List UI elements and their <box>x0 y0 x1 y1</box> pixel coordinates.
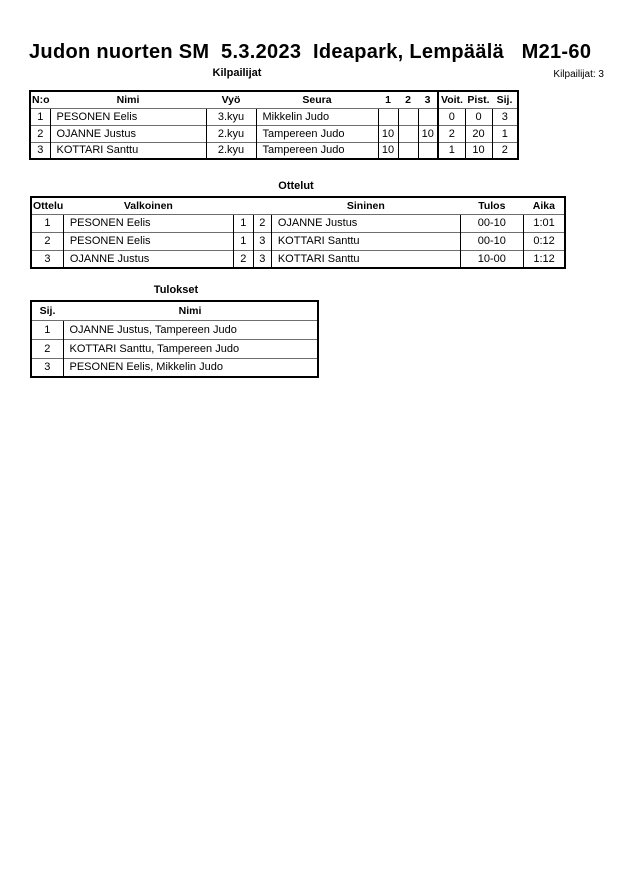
result-name-club: KOTTARI Santtu, Tampereen Judo <box>63 339 318 358</box>
result-place: 2 <box>31 339 63 358</box>
placement: 2 <box>492 142 518 159</box>
col-header-blue-no <box>253 197 271 214</box>
competitor-club: Mikkelin Judo <box>256 108 378 125</box>
blue-number: 2 <box>253 214 271 232</box>
col-header-no: N:o <box>32 93 50 106</box>
white-number: 1 <box>233 232 253 250</box>
wins: 2 <box>438 125 465 142</box>
page-title: Judon nuorten SM 5.3.2023 Ideapark, Lempäälä M21-60 <box>29 41 592 63</box>
points: 20 <box>465 125 492 142</box>
competitor-number: 2 <box>30 125 50 142</box>
round3-score: 10 <box>418 125 438 142</box>
blue-competitor: KOTTARI Santtu <box>271 232 460 250</box>
col-header-ottelu: Ottelu <box>33 199 64 212</box>
kilpailijat-section-title: Kilpailijat <box>212 67 262 79</box>
col-header-aika: Aika <box>532 199 555 212</box>
col-header-sij: Sij. <box>496 93 513 106</box>
white-competitor: PESONEN Eelis <box>63 214 233 232</box>
competitor-club: Tampereen Judo <box>256 125 378 142</box>
col-header-tulos: Tulos <box>478 199 506 212</box>
kilpailijat-header-row <box>30 91 518 108</box>
placement: 3 <box>492 108 518 125</box>
competitor-belt: 2.kyu <box>206 142 256 159</box>
match-number: 3 <box>31 250 63 268</box>
white-competitor: PESONEN Eelis <box>63 232 233 250</box>
ottelut-table <box>30 196 566 269</box>
round1-score: 10 <box>378 142 398 159</box>
points: 10 <box>465 142 492 159</box>
blue-competitor: KOTTARI Santtu <box>271 250 460 268</box>
match-row <box>31 232 565 250</box>
blue-competitor: OJANNE Justus <box>271 214 460 232</box>
tulokset-table <box>30 300 319 378</box>
col-header-nimi: Nimi <box>178 304 202 317</box>
competitors-count: Kilpailijat: 3 <box>553 69 604 80</box>
col-header-nimi: Nimi <box>116 93 140 106</box>
match-number: 2 <box>31 232 63 250</box>
col-header-sininen: Sininen <box>346 199 385 212</box>
competitor-belt: 2.kyu <box>206 125 256 142</box>
competitor-row <box>30 108 518 125</box>
round2-score <box>398 108 418 125</box>
white-number: 1 <box>233 214 253 232</box>
match-number: 1 <box>31 214 63 232</box>
round1-score <box>378 108 398 125</box>
ottelut-section-title: Ottelut <box>278 180 314 192</box>
competitor-name: PESONEN Eelis <box>50 108 206 125</box>
result-place: 1 <box>31 320 63 339</box>
wins: 0 <box>438 108 465 125</box>
tulokset-section-title: Tulokset <box>153 284 199 296</box>
col-header-round1: 1 <box>385 93 391 106</box>
wins: 1 <box>438 142 465 159</box>
col-header-white-no <box>233 197 253 214</box>
points: 0 <box>465 108 492 125</box>
round3-score <box>418 108 438 125</box>
match-result: 10-00 <box>460 250 523 268</box>
result-place: 3 <box>31 358 63 377</box>
tulokset-header-row <box>31 301 318 320</box>
col-header-sij: Sij. <box>39 304 56 317</box>
kilpailijat-table <box>29 90 519 160</box>
placement: 1 <box>492 125 518 142</box>
col-header-round3: 3 <box>424 93 431 106</box>
result-name-club: OJANNE Justus, Tampereen Judo <box>63 320 318 339</box>
col-header-valkoinen: Valkoinen <box>123 199 173 212</box>
result-row <box>31 339 318 358</box>
competitor-row <box>30 142 518 159</box>
round1-score: 10 <box>378 125 398 142</box>
ottelut-header-row <box>31 197 565 214</box>
white-competitor: OJANNE Justus <box>63 250 233 268</box>
competitor-name: OJANNE Justus <box>50 125 206 142</box>
match-row <box>31 214 565 232</box>
result-name-club: PESONEN Eelis, Mikkelin Judo <box>63 358 318 377</box>
round2-score <box>398 125 418 142</box>
result-row <box>31 320 318 339</box>
match-row <box>31 250 565 268</box>
col-header-round2: 2 <box>405 93 411 106</box>
col-header-seura: Seura <box>302 93 332 106</box>
col-header-voit: Voit. <box>438 91 465 108</box>
match-result: 00-10 <box>460 232 523 250</box>
match-time: 0:12 <box>523 232 565 250</box>
blue-number: 3 <box>253 232 271 250</box>
match-time: 1:01 <box>523 214 565 232</box>
competitor-name: KOTTARI Santtu <box>50 142 206 159</box>
match-result: 00-10 <box>460 214 523 232</box>
result-row <box>31 358 318 377</box>
competitor-belt: 3.kyu <box>206 108 256 125</box>
competitor-number: 1 <box>30 108 50 125</box>
competitor-number: 3 <box>30 142 50 159</box>
col-header-vyo: Vyö <box>221 93 241 106</box>
match-time: 1:12 <box>523 250 565 268</box>
round3-score <box>418 142 438 159</box>
competitor-club: Tampereen Judo <box>256 142 378 159</box>
white-number: 2 <box>233 250 253 268</box>
blue-number: 3 <box>253 250 271 268</box>
competitor-row <box>30 125 518 142</box>
col-header-pist: Pist. <box>467 93 490 106</box>
round2-score <box>398 142 418 159</box>
